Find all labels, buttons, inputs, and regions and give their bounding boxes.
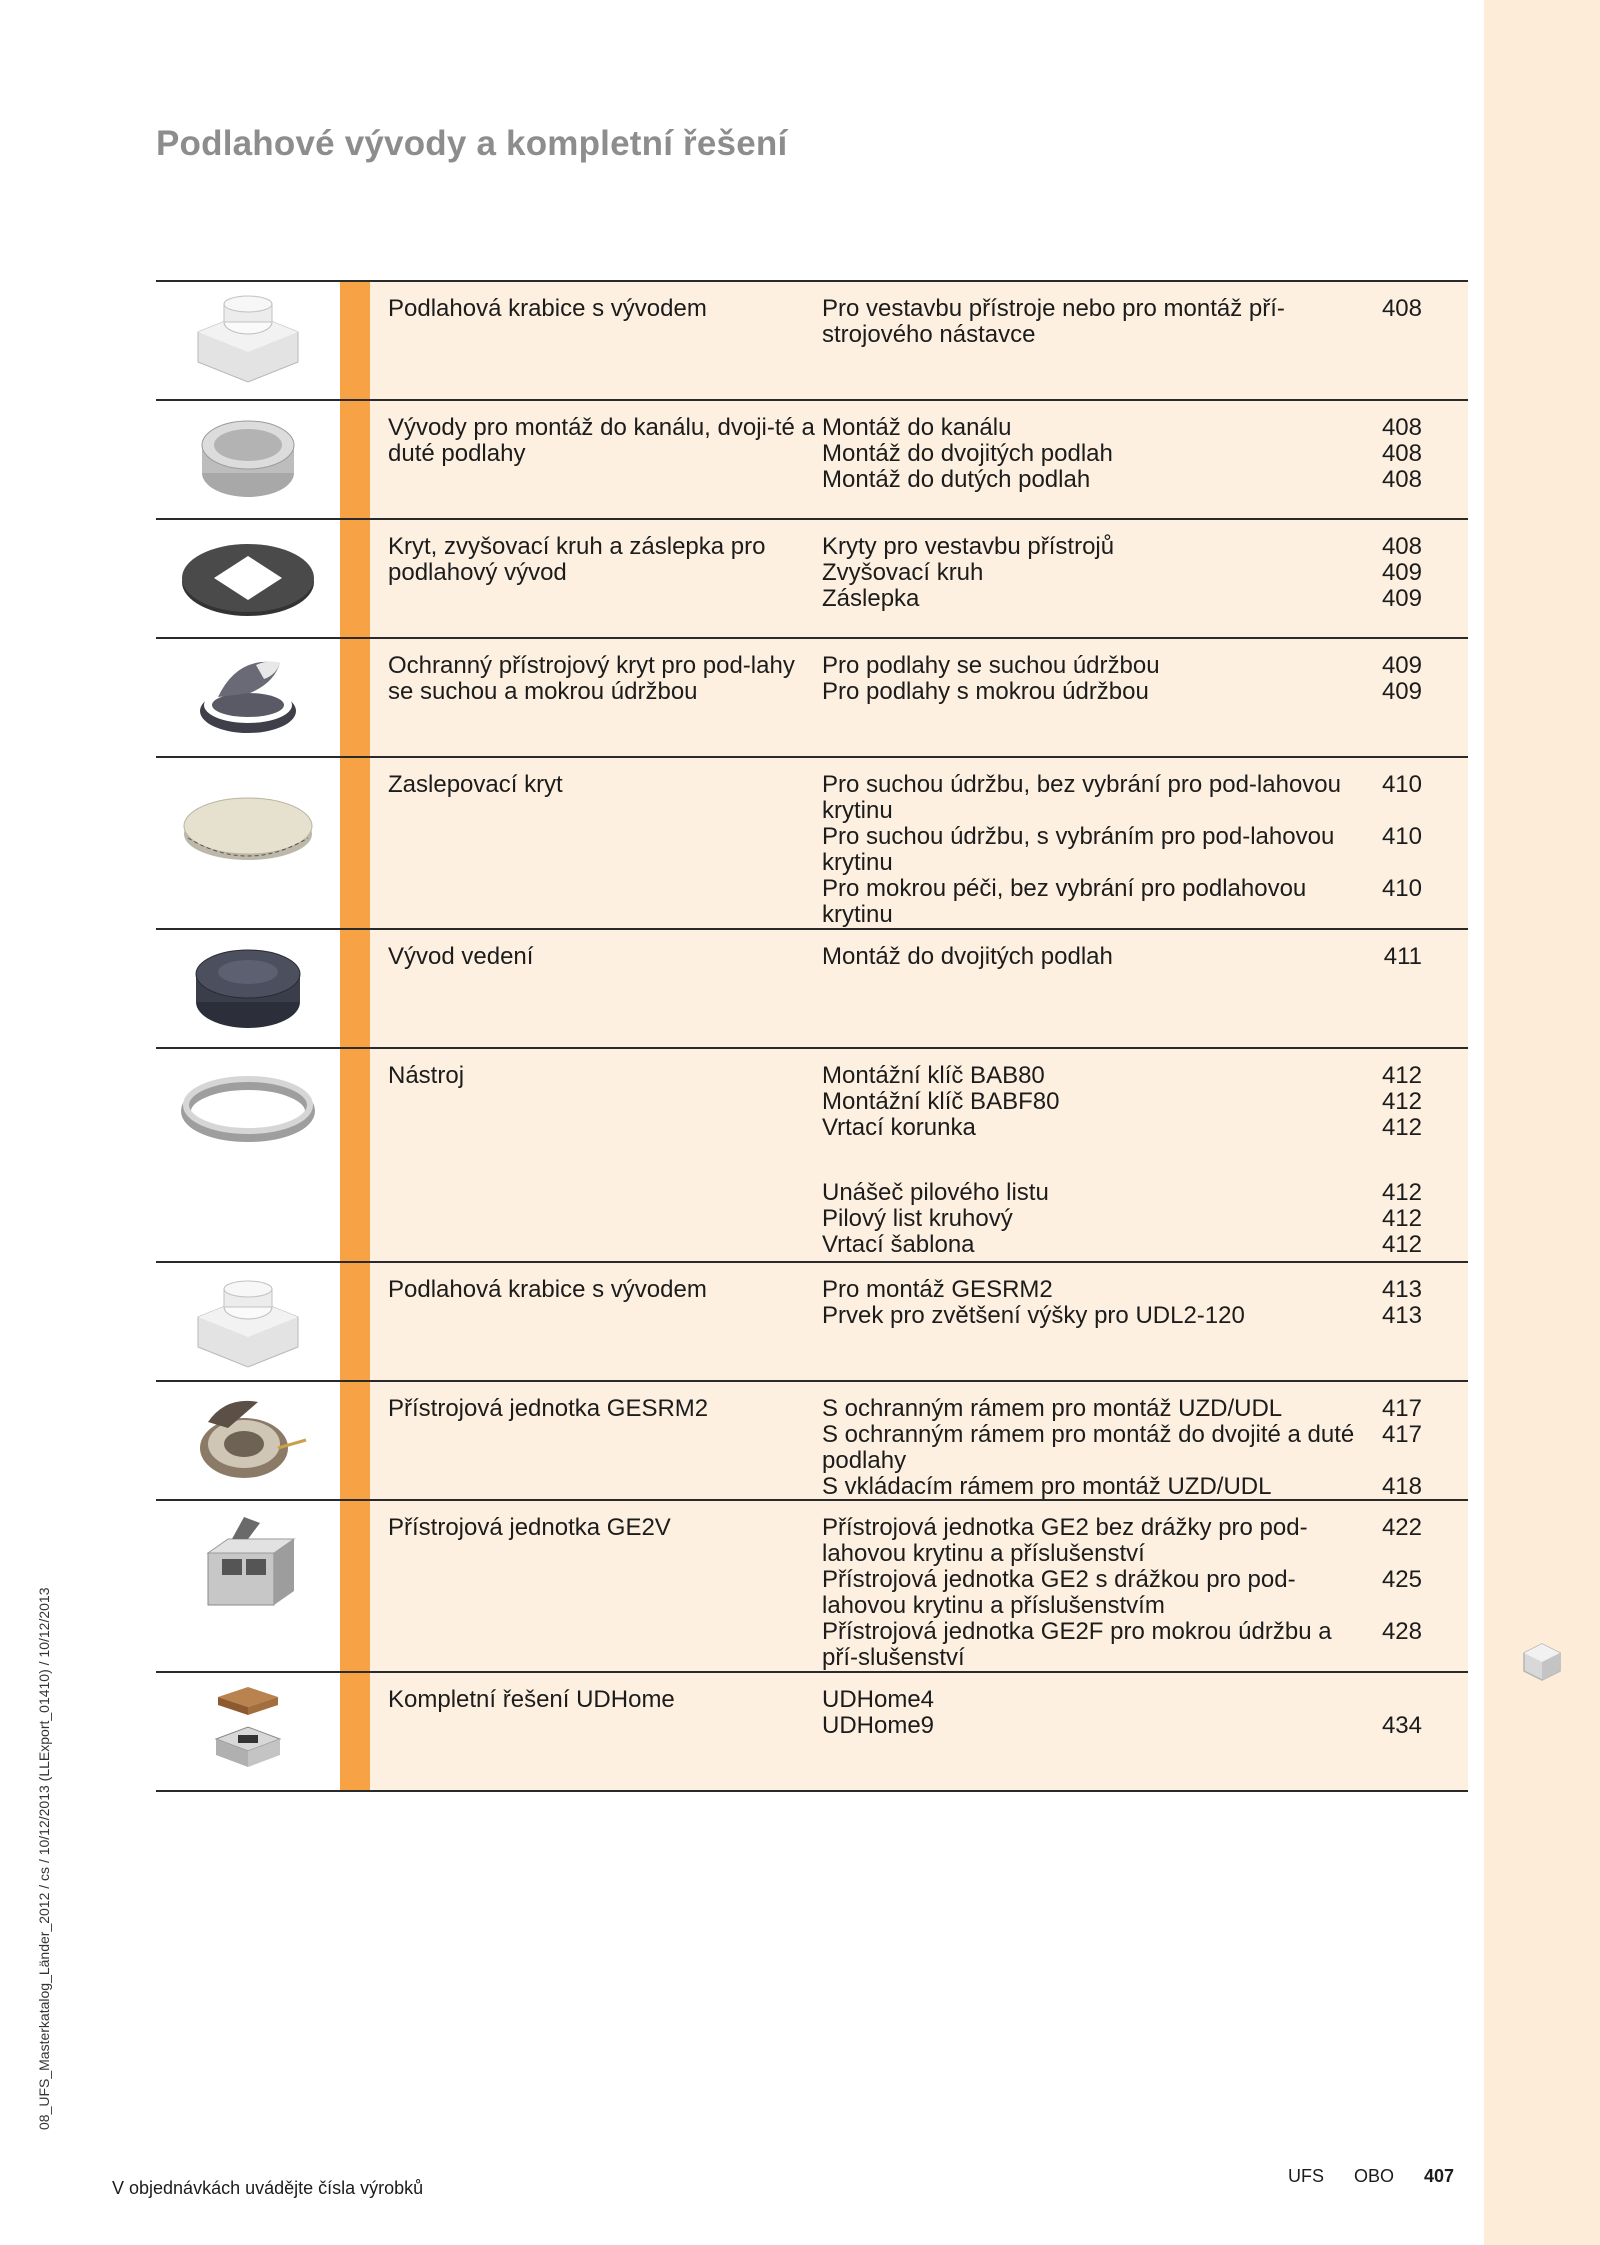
item-description: Pro montáž GESRM2 [822, 1276, 1053, 1303]
item-description: Záslepka [822, 585, 920, 612]
product-image [156, 1673, 340, 1790]
product-image [156, 758, 340, 928]
item-description: Montáž do dvojitých podlah [822, 943, 1113, 970]
item-description: Prvek pro zvětšení výšky pro UDL2-120 [822, 1302, 1245, 1329]
list-item [822, 1232, 1468, 1258]
product-name: Přístrojová jednotka GESRM2 [388, 1395, 709, 1422]
print-job-info: 08_UFS_Masterkatalog_Länder_2012 / cs / 10/12/2013 (LLExport_01410) / 10/12/2013 [36, 1587, 52, 2130]
product-image [156, 1049, 340, 1261]
table-row [156, 1501, 1468, 1673]
row-body [370, 1263, 1468, 1380]
product-name: Nástroj [388, 1062, 465, 1089]
item-description: Vrtací korunka [822, 1114, 976, 1141]
list-item [822, 1089, 1468, 1115]
page-reference: 412 [1381, 1179, 1422, 1206]
item-list [822, 415, 1468, 510]
cable-outlet-icon [178, 940, 318, 1036]
list-item [822, 1396, 1468, 1422]
tool-ring-icon [178, 1059, 318, 1155]
table-row [156, 930, 1468, 1049]
page-reference: 410 [1381, 823, 1422, 850]
page-reference: 412 [1381, 1114, 1422, 1141]
page-reference: 408 [1381, 295, 1422, 322]
cover-ring-icon [178, 530, 318, 626]
page-reference: 410 [1381, 875, 1422, 902]
table-row [156, 639, 1468, 758]
list-item [822, 1180, 1468, 1206]
table-row [156, 401, 1468, 520]
item-description: Unášeč pilového listu [822, 1179, 1049, 1206]
floor-box-icon [178, 292, 318, 388]
list-item [822, 1206, 1468, 1232]
table-row [156, 282, 1468, 401]
product-name: Ochranný přístrojový kryt pro pod-lahy se suchou a mokrou údržbou [388, 652, 795, 705]
product-image [156, 639, 340, 756]
udhome-icon [178, 1683, 318, 1779]
footer-section: UFS [1288, 2166, 1324, 2186]
table-row [156, 520, 1468, 639]
footer-right [1288, 2166, 1454, 2187]
table-row [156, 758, 1468, 930]
blank-cover-icon [178, 778, 318, 874]
list-item [822, 1515, 1468, 1567]
item-description: Pilový list kruhový [822, 1205, 1013, 1232]
row-body [370, 1673, 1468, 1790]
item-description: S ochranným rámem pro montáž UZD/UDL [822, 1395, 1283, 1422]
item-description: Přístrojová jednotka GE2F pro mokrou údržbu a pří-slušenství [822, 1618, 1332, 1671]
list-item [822, 467, 1468, 493]
page-reference: 413 [1381, 1302, 1422, 1329]
footer-note: V objednávkách uvádějte čísla výrobků [112, 2178, 424, 2198]
protective-cover-icon [178, 649, 318, 745]
list-item [822, 876, 1468, 928]
list-item [822, 560, 1468, 586]
page-reference: 409 [1381, 678, 1422, 705]
list-item [822, 1713, 1468, 1739]
orange-bar [340, 520, 370, 637]
orange-bar [340, 639, 370, 756]
page-reference: 428 [1381, 1618, 1422, 1645]
row-body [370, 520, 1468, 637]
right-margin-strip [1484, 0, 1600, 2245]
orange-bar [340, 401, 370, 518]
row-body [370, 1501, 1468, 1671]
page-reference: 410 [1381, 771, 1422, 798]
list-item [822, 679, 1468, 705]
list-item [822, 772, 1468, 824]
page-reference: 409 [1381, 652, 1422, 679]
product-image [156, 401, 340, 518]
page-reference: 408 [1381, 440, 1422, 467]
page-reference: 418 [1381, 1473, 1422, 1500]
item-list [822, 1062, 1468, 1258]
product-image [156, 1501, 340, 1671]
page-reference: 413 [1381, 1276, 1422, 1303]
row-body [370, 930, 1468, 1047]
item-description: Pro podlahy se suchou údržbou [822, 652, 1160, 679]
list-item [822, 1687, 1468, 1713]
orange-bar [340, 1263, 370, 1380]
page-reference: 417 [1381, 1421, 1422, 1448]
item-description: S vkládacím rámem pro montáž UZD/UDL [822, 1473, 1272, 1500]
list-item [822, 824, 1468, 876]
device-unit-icon [178, 1392, 318, 1488]
item-list [822, 534, 1468, 629]
page-reference: 412 [1381, 1062, 1422, 1089]
orange-bar [340, 758, 370, 928]
page-reference: 417 [1381, 1395, 1422, 1422]
product-name: Kryt, zvyšovací kruh a záslepka pro podlahový vývod [388, 533, 766, 586]
page-reference: 408 [1381, 533, 1422, 560]
page-reference: 412 [1381, 1231, 1422, 1258]
orange-bar [340, 282, 370, 399]
orange-bar [340, 1382, 370, 1499]
product-name: Vývod vedení [388, 943, 534, 970]
list-item [822, 441, 1468, 467]
footer-brand: OBO [1354, 2166, 1395, 2186]
list-item [822, 534, 1468, 560]
list-item [822, 944, 1468, 970]
list-item [822, 1567, 1468, 1619]
list-item [822, 1303, 1468, 1329]
row-body [370, 639, 1468, 756]
product-image [156, 1263, 340, 1380]
table-row [156, 1382, 1468, 1501]
item-list [822, 1687, 1468, 1782]
page-reference [1372, 1687, 1422, 1713]
product-name: Přístrojová jednotka GE2V [388, 1514, 671, 1541]
device-box-icon [178, 1517, 318, 1613]
item-description: Montáž do dutých podlah [822, 466, 1091, 493]
item-list [822, 1395, 1468, 1500]
item-list [822, 944, 1468, 1039]
page-title: Podlahové vývody a kompletní řešení [156, 124, 788, 163]
list-item [822, 653, 1468, 679]
page-reference: 408 [1381, 466, 1422, 493]
product-image [156, 520, 340, 637]
orange-bar [340, 1501, 370, 1671]
item-description: UDHome9 [822, 1712, 935, 1739]
page-number: 407 [1424, 2166, 1455, 2186]
item-description: Pro podlahy s mokrou údržbou [822, 678, 1149, 705]
item-description: Montážní klíč BABF80 [822, 1088, 1060, 1115]
item-list [822, 1514, 1468, 1671]
page-reference: 408 [1381, 414, 1422, 441]
item-description: UDHome4 [822, 1686, 935, 1713]
list-item [822, 586, 1468, 612]
item-description: Montáž do kanálu [822, 414, 1012, 441]
table-row [156, 1673, 1468, 1792]
item-description: Pro suchou údržbu, bez vybrání pro pod-lahovou krytinu [822, 771, 1341, 824]
item-description: Přístrojová jednotka GE2 s drážkou pro pod-lahovou krytinu a příslušenstvím [822, 1566, 1296, 1619]
row-body [370, 1382, 1468, 1499]
item-description: Vrtací šablona [822, 1231, 975, 1258]
list-item [822, 1063, 1468, 1089]
page-reference: 422 [1381, 1514, 1422, 1541]
list-item [822, 1115, 1468, 1141]
item-description: S ochranným rámem pro montáž do dvojité a duté podlahy [822, 1421, 1355, 1474]
list-item [822, 1422, 1468, 1474]
item-description: Kryty pro vestavbu přístrojů [822, 533, 1115, 560]
page-reference: 425 [1381, 1566, 1422, 1593]
product-name: Podlahová krabice s vývodem [388, 295, 707, 322]
product-image [156, 930, 340, 1047]
page-reference: 412 [1381, 1205, 1422, 1232]
item-description: Zvyšovací kruh [822, 559, 984, 586]
table-row [156, 1049, 1468, 1263]
item-description: Montáž do dvojitých podlah [822, 440, 1113, 467]
page-reference: 409 [1381, 585, 1422, 612]
page-reference: 412 [1381, 1088, 1422, 1115]
orange-bar [340, 930, 370, 1047]
table-row [156, 1263, 1468, 1382]
orange-bar [340, 1049, 370, 1261]
page-reference: 409 [1381, 559, 1422, 586]
item-list [822, 1277, 1468, 1372]
row-body [370, 282, 1468, 399]
page-reference: 434 [1381, 1712, 1422, 1739]
item-description: Pro suchou údržbu, s vybráním pro pod-lahovou krytinu [822, 823, 1335, 876]
page-reference: 411 [1383, 943, 1422, 970]
product-table [156, 280, 1468, 1792]
floor-box-icon [178, 1277, 318, 1373]
list-item [822, 1277, 1468, 1303]
product-name: Kompletní řešení UDHome [388, 1686, 675, 1713]
item-list [822, 296, 1468, 391]
product-image [156, 282, 340, 399]
item-description: Montážní klíč BAB80 [822, 1062, 1045, 1089]
cube-icon [1520, 1640, 1564, 1684]
row-body [370, 401, 1468, 518]
item-description: Pro mokrou péči, bez vybrání pro podlahovou krytinu [822, 875, 1307, 928]
product-name: Vývody pro montáž do kanálu, dvoji-té a duté podlahy [388, 414, 815, 467]
orange-bar [340, 1673, 370, 1790]
row-body [370, 1049, 1468, 1261]
row-body [370, 758, 1468, 928]
item-list [822, 771, 1468, 928]
item-description: Přístrojová jednotka GE2 bez drážky pro pod-lahovou krytinu a příslušenství [822, 1514, 1308, 1567]
item-description: Pro vestavbu přístroje nebo pro montáž pří-strojového nástavce [822, 295, 1285, 348]
item-list [822, 653, 1468, 748]
list-item [822, 296, 1468, 348]
product-name: Podlahová krabice s vývodem [388, 1276, 707, 1303]
product-name: Zaslepovací kryt [388, 771, 563, 798]
product-image [156, 1382, 340, 1499]
outlet-ring-icon [178, 411, 318, 507]
list-item [822, 1619, 1468, 1671]
list-item [822, 1474, 1468, 1500]
list-item [822, 415, 1468, 441]
